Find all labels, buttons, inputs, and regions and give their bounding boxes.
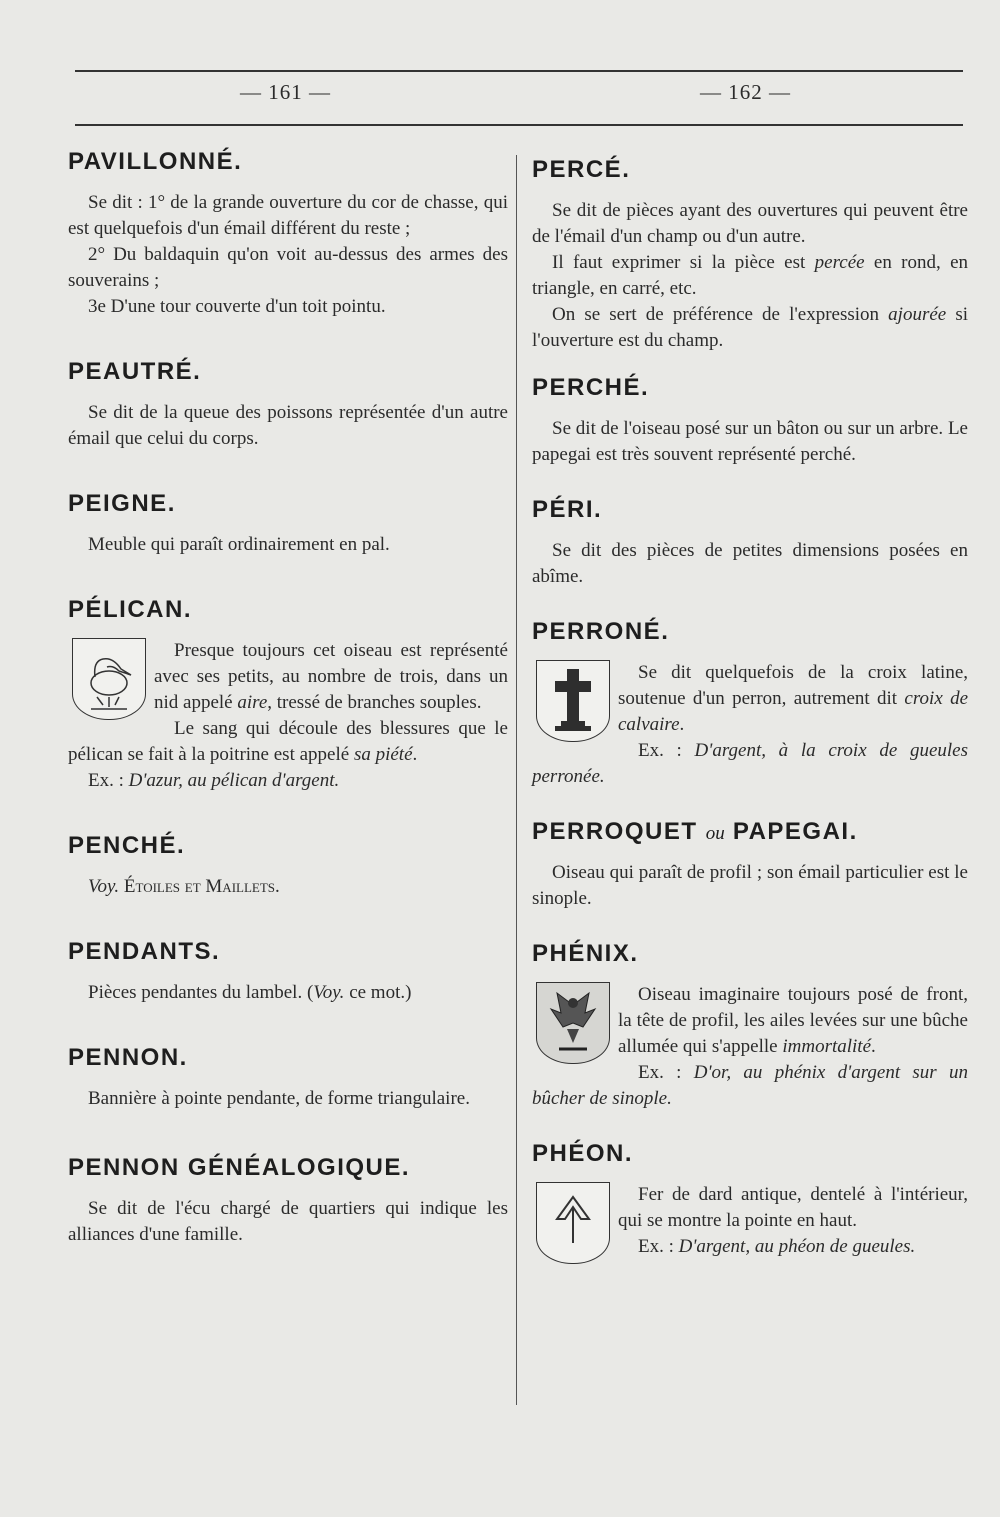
entry-text: 3e D'une tour couverte d'un toit pointu.	[88, 296, 386, 317]
entry-perroquet	[532, 818, 968, 912]
perrone-block	[532, 660, 968, 738]
entry-text: Le sang qui découle des blessures que le pélican se fait à la poitrine est appelé sa piété.	[68, 718, 508, 765]
entry-text: Oiseau imaginaire toujours posé de front, la tête de profil, les ailes levées sur une bûche allumée qui s'appelle immortalité.	[618, 984, 968, 1057]
entry-peigne	[68, 490, 508, 558]
entry-title: PERROQUET ou PAPEGAI.	[532, 818, 858, 845]
entry-title: PERCHÉ.	[532, 374, 650, 401]
entry-title: PERCÉ.	[532, 156, 631, 183]
column-divider	[516, 155, 517, 1405]
entry-text: On se sert de préférence de l'expression ajourée si l'ouverture est du champ.	[532, 304, 968, 351]
right-column	[532, 140, 968, 1268]
entry-pavillonne	[68, 148, 508, 320]
entry-text: Se dit de pièces ayant des ouvertures qui peuvent être de l'émail d'un champ ou d'un autre.	[532, 200, 968, 247]
pelican-shield-icon	[72, 638, 146, 720]
entry-text: Il faut exprimer si la pièce est percée en rond, en triangle, en carré, etc.	[532, 252, 969, 299]
entry-example: Ex. : D'argent, au phéon de gueules.	[638, 1236, 916, 1257]
entry-title: PENDANTS.	[68, 938, 221, 965]
entry-text: Se dit : 1° de la grande ouverture du cor de chasse, qui est quelquefois d'un émail différent du reste ;	[68, 192, 508, 239]
entry-perche	[532, 374, 968, 468]
entry-text: Bannière à pointe pendante, de forme triangulaire.	[88, 1088, 470, 1109]
entry-text: 2° Du baldaquin qu'on voit au-dessus des armes des souverains ;	[68, 244, 508, 291]
entry-title: PAVILLONNÉ.	[68, 148, 243, 175]
entry-title: PENCHÉ.	[68, 832, 186, 859]
entry-title: PEIGNE.	[68, 490, 176, 517]
entry-text: Presque toujours cet oiseau est représenté avec ses petits, au nombre de trois, dans un nid appelé aire, tressé de branches souples.	[154, 640, 508, 713]
page-number-left: — 161 —	[240, 80, 331, 104]
phenix-block	[532, 982, 968, 1060]
top-rule	[75, 70, 963, 72]
entry-pelican	[68, 596, 508, 794]
entry-pendants	[68, 938, 508, 1006]
entry-title: PENNON GÉNÉALOGIQUE.	[68, 1154, 411, 1181]
entry-pennon	[68, 1044, 508, 1112]
entry-phenix	[532, 940, 968, 1112]
pheon-shield-icon	[536, 1182, 610, 1264]
pelican-block	[68, 638, 508, 716]
entry-example: Ex. : D'or, au phénix d'argent sur un bûcher de sinople.	[532, 1062, 969, 1109]
entry-title: PÉRI.	[532, 496, 603, 523]
entry-text: Pièces pendantes du lambel. (Voy. ce mot.)	[88, 982, 412, 1003]
entry-title: PENNON.	[68, 1044, 188, 1071]
header-rule	[75, 124, 963, 126]
entry-peri	[532, 496, 968, 590]
entry-text: Se dit des pièces de petites dimensions posées en abîme.	[532, 540, 968, 587]
entry-peautre	[68, 358, 508, 452]
entry-title: PEAUTRÉ.	[68, 358, 202, 385]
entry-title: PHÉON.	[532, 1140, 634, 1167]
left-column	[68, 140, 508, 1248]
entry-pennon-genealogique	[68, 1154, 508, 1248]
entry-perce	[532, 156, 968, 354]
entry-example: Ex. : D'azur, au pélican d'argent.	[88, 770, 340, 791]
phoenix-shield-icon	[536, 982, 610, 1064]
entry-text: Se dit de l'écu chargé de quartiers qui indique les alliances d'une famille.	[68, 1198, 508, 1245]
entry-title: PÉLICAN.	[68, 596, 193, 623]
entry-penche	[68, 832, 508, 900]
entry-example: Ex. : D'argent, à la croix de gueules perronée.	[532, 740, 969, 787]
entry-text: Se dit de la queue des poissons représentée d'un autre émail que celui du corps.	[68, 402, 508, 449]
entry-pheon	[532, 1140, 968, 1260]
pheon-block	[532, 1182, 968, 1234]
entry-text: Voy. Étoiles et Maillets.	[88, 876, 280, 897]
entry-text: Se dit de l'oiseau posé sur un bâton ou sur un arbre. Le papegai est très souvent représenté perché.	[532, 418, 968, 465]
entry-perrone	[532, 618, 968, 790]
entry-text: Fer de dard antique, dentelé à l'intérieur, qui se montre la pointe en haut.	[618, 1184, 968, 1231]
entry-text: Se dit quelquefois de la croix latine, soutenue d'un perron, autrement dit croix de calvaire.	[618, 662, 969, 735]
entry-title: PHÉNIX.	[532, 940, 639, 967]
entry-text: Oiseau qui paraît de profil ; son émail particulier est le sinople.	[532, 862, 968, 909]
entry-text: Meuble qui paraît ordinairement en pal.	[88, 534, 390, 555]
entry-title: PERRONÉ.	[532, 618, 670, 645]
calvary-cross-shield-icon	[536, 660, 610, 742]
page-number-right: — 162 —	[700, 80, 791, 104]
